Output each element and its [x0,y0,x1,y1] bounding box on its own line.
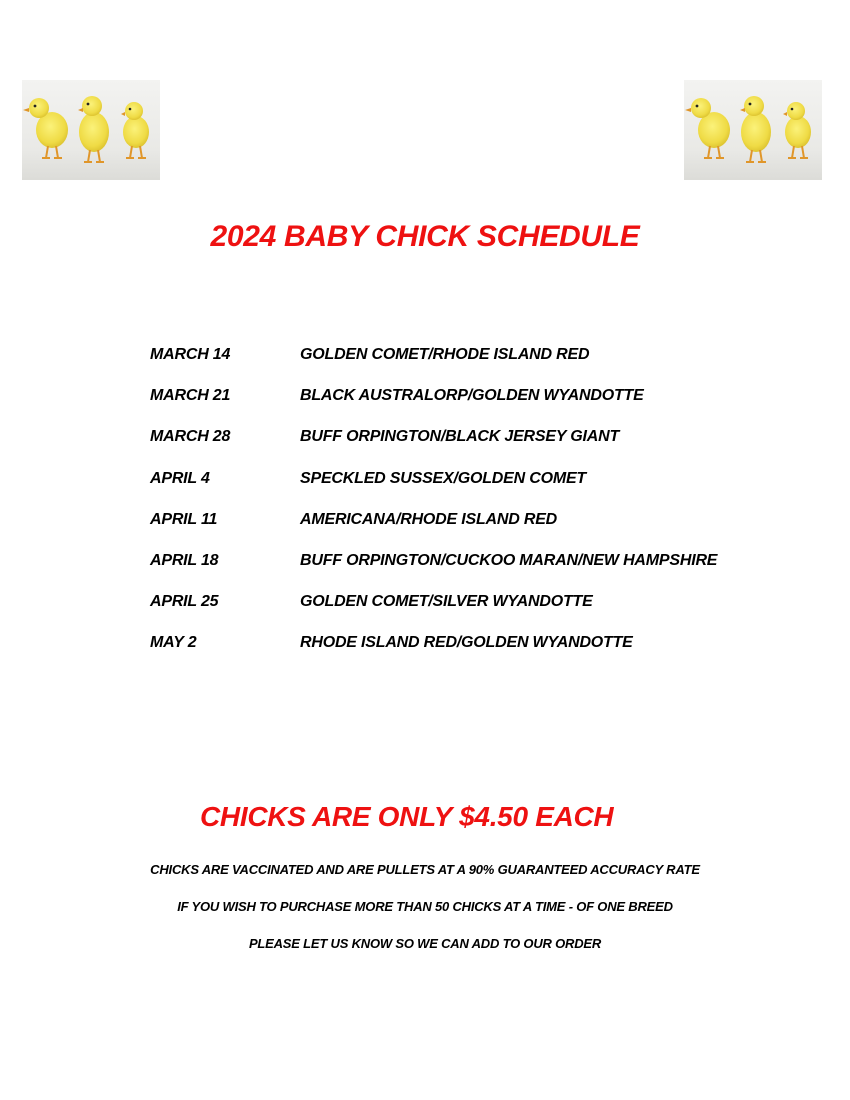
chicks-illustration-right [684,80,822,180]
schedule-breeds: AMERICANA/RHODE ISLAND RED [300,510,558,528]
schedule-row [150,593,800,634]
schedule-breeds: BUFF ORPINGTON/CUCKOO MARAN/NEW HAMPSHIRE [300,551,718,569]
schedule-breeds: GOLDEN COMET/SILVER WYANDOTTE [300,593,593,611]
schedule-row [150,634,800,675]
chicks-illustration-left [22,80,160,180]
baby-chicks-photo-left [22,80,160,180]
note-vaccinated: CHICKS ARE VACCINATED AND ARE PULLETS AT A 90% GUARANTEED ACCURACY RATE [150,862,700,877]
chick-icon [783,102,811,158]
chick-icon [78,96,109,162]
schedule-breeds: BLACK AUSTRALORP/GOLDEN WYANDOTTE [300,387,644,405]
schedule-row [150,470,800,511]
schedule-date: MARCH 14 [150,346,231,363]
price-headline: CHICKS ARE ONLY $4.50 EACH [200,801,614,832]
schedule-date: APRIL 4 [150,469,210,487]
chick-schedule-list [150,346,800,676]
schedule-breeds: SPECKLED SUSSEX/GOLDEN COMET [300,469,586,487]
schedule-breeds: RHODE ISLAND RED/GOLDEN WYANDOTTE [300,634,633,652]
schedule-date: MAY 2 [150,634,197,652]
schedule-date: MARCH 21 [150,387,231,405]
schedule-date: APRIL 11 [150,510,218,528]
chick-icon [121,102,149,158]
schedule-row [150,428,800,469]
note-bulk-purchase: IF YOU WISH TO PURCHASE MORE THAN 50 CHICKS AT A TIME - OF ONE BREED [177,899,673,914]
schedule-date: APRIL 18 [150,551,219,569]
schedule-breeds: BUFF ORPINGTON/BLACK JERSEY GIANT [300,428,620,446]
schedule-row [150,511,800,552]
chick-icon [685,98,730,158]
schedule-date: APRIL 25 [150,593,219,611]
page-title: 2024 BABY CHICK SCHEDULE [210,220,640,253]
schedule-date: MARCH 28 [150,428,231,446]
schedule-row [150,346,800,387]
baby-chicks-photo-right [684,80,822,180]
schedule-breeds: GOLDEN COMET/RHODE ISLAND RED [300,346,590,363]
chick-icon [23,98,68,158]
schedule-row [150,387,800,428]
chick-icon [740,96,771,162]
schedule-row [150,552,800,593]
note-contact-us: PLEASE LET US KNOW SO WE CAN ADD TO OUR ORDER [248,936,602,951]
